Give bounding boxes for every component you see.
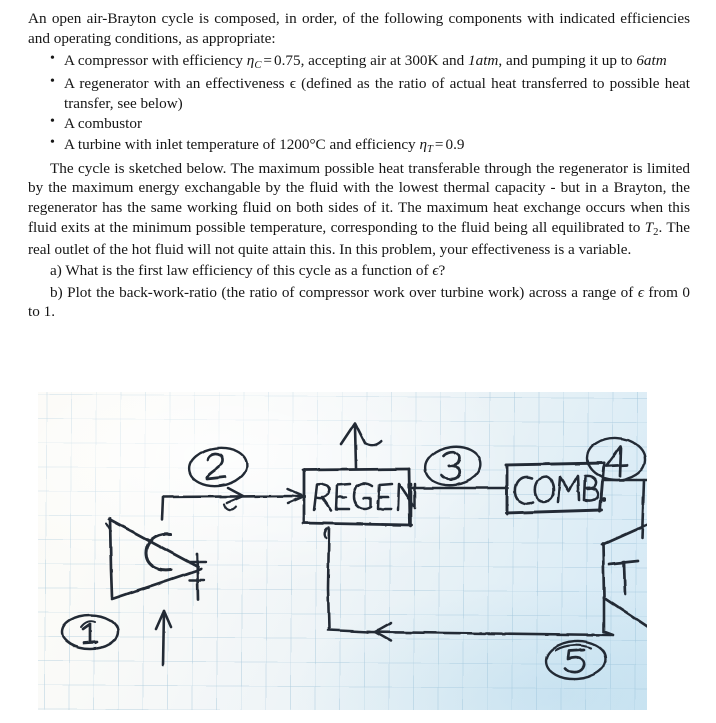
inlet-arrow bbox=[156, 611, 171, 665]
regen-to-comb-line bbox=[411, 484, 508, 526]
regen-bottom-return-line bbox=[325, 528, 370, 632]
compressor-eta-symbol: η bbox=[246, 52, 255, 70]
question-b-text-before: Plot the back-work-ratio (the ratio of compressor work over turbine work) across a range of bbox=[62, 283, 638, 301]
combustor-text: A combustor bbox=[64, 115, 143, 133]
body-part1: The cycle is sketched below. The maximum possible heat transferable through the regenerator is limited by the maximum energy exchangable by the fluid with the lowest thermal capacity - but in a Brayton, the regenerator has the same working fluid on both sides of it. The maximum heat exchange occurs when this fluid exits at the minimum possible temperature, corresponding to the fluid being all equilibrated to bbox=[28, 159, 690, 236]
turbine-text-mid: and efficiency bbox=[325, 135, 420, 153]
question-a-text-after: ? bbox=[438, 262, 446, 280]
turbine-inlet-temperature: 1200°C bbox=[279, 135, 326, 153]
intro-paragraph bbox=[28, 9, 690, 48]
combustor-label bbox=[515, 476, 607, 504]
question-a-text-before: What is the first law efficiency of this cycle as a function of bbox=[61, 262, 433, 280]
intro-text: An open air-Brayton cycle is composed, in order, of the following components with indicated efficiencies and operating conditions, as appropriate: bbox=[28, 10, 690, 47]
compressor-text-after: , accepting air at bbox=[300, 52, 405, 70]
turbine-eta-subscript: T bbox=[427, 144, 433, 156]
compressor-letter-C bbox=[146, 534, 171, 571]
state-label-2 bbox=[187, 445, 249, 490]
handdrawn-ink-layer bbox=[38, 392, 647, 710]
state-label-3 bbox=[423, 443, 484, 488]
question-a-epsilon: ϵ bbox=[432, 262, 439, 280]
question-b bbox=[28, 283, 690, 322]
t2-subscript: 2 bbox=[653, 226, 659, 238]
state-label-4 bbox=[586, 437, 646, 482]
compressor-eta-subscript: C bbox=[254, 60, 262, 72]
state-label-1 bbox=[62, 615, 118, 649]
regenerator-text: A regenerator with an effectiveness ϵ (defined as the ratio of actual heat transferred to possible heat transfer, see below) bbox=[64, 75, 690, 112]
turbine-eta-symbol: η bbox=[419, 135, 427, 153]
turbine-text-before: A turbine with inlet temperature of bbox=[64, 135, 280, 153]
turbine-letter-T bbox=[609, 561, 638, 594]
question-b-text-after: from 0 to 1. bbox=[28, 283, 691, 321]
compressor-inlet-temperature: 300K bbox=[404, 52, 439, 70]
question-a bbox=[28, 261, 690, 281]
state-label-5 bbox=[545, 639, 608, 681]
cycle-diagram-photo bbox=[38, 392, 647, 710]
turbine-exhaust-line bbox=[368, 598, 613, 641]
body-part2: . The real outlet of the hot fluid will not quite attain this. In this problem, your effectiveness is a variable. bbox=[28, 218, 690, 258]
question-b-epsilon: ϵ bbox=[637, 283, 644, 301]
t2-symbol: T bbox=[644, 218, 654, 236]
turbine-efficiency-value: 0.9 bbox=[445, 135, 465, 153]
regenerator-label bbox=[314, 483, 415, 510]
compressor-symbol bbox=[106, 518, 206, 599]
list-item-regenerator bbox=[28, 74, 690, 113]
turbine-equals: = bbox=[434, 135, 444, 153]
component-list bbox=[28, 51, 690, 157]
list-item-combustor bbox=[28, 114, 690, 134]
problem-statement bbox=[28, 9, 690, 322]
compressor-text-tail: , and pumping it up to bbox=[498, 52, 637, 70]
compressor-inlet-pressure: 1atm bbox=[468, 52, 499, 70]
question-a-label: a) bbox=[50, 262, 62, 280]
compressor-equals: = bbox=[263, 52, 272, 70]
compressor-outlet-pressure: 6atm bbox=[636, 52, 667, 70]
compressor-to-regen-line bbox=[162, 488, 304, 520]
body-paragraph bbox=[28, 159, 690, 259]
list-item-turbine bbox=[28, 135, 690, 157]
compressor-text-before: A compressor with efficiency bbox=[64, 52, 247, 70]
compressor-efficiency-value: 0.75 bbox=[273, 52, 301, 70]
compressor-conj: and bbox=[438, 52, 468, 70]
list-item-compressor bbox=[28, 51, 690, 73]
question-b-label: b) bbox=[50, 283, 63, 301]
regen-vent-arrow bbox=[341, 423, 381, 468]
